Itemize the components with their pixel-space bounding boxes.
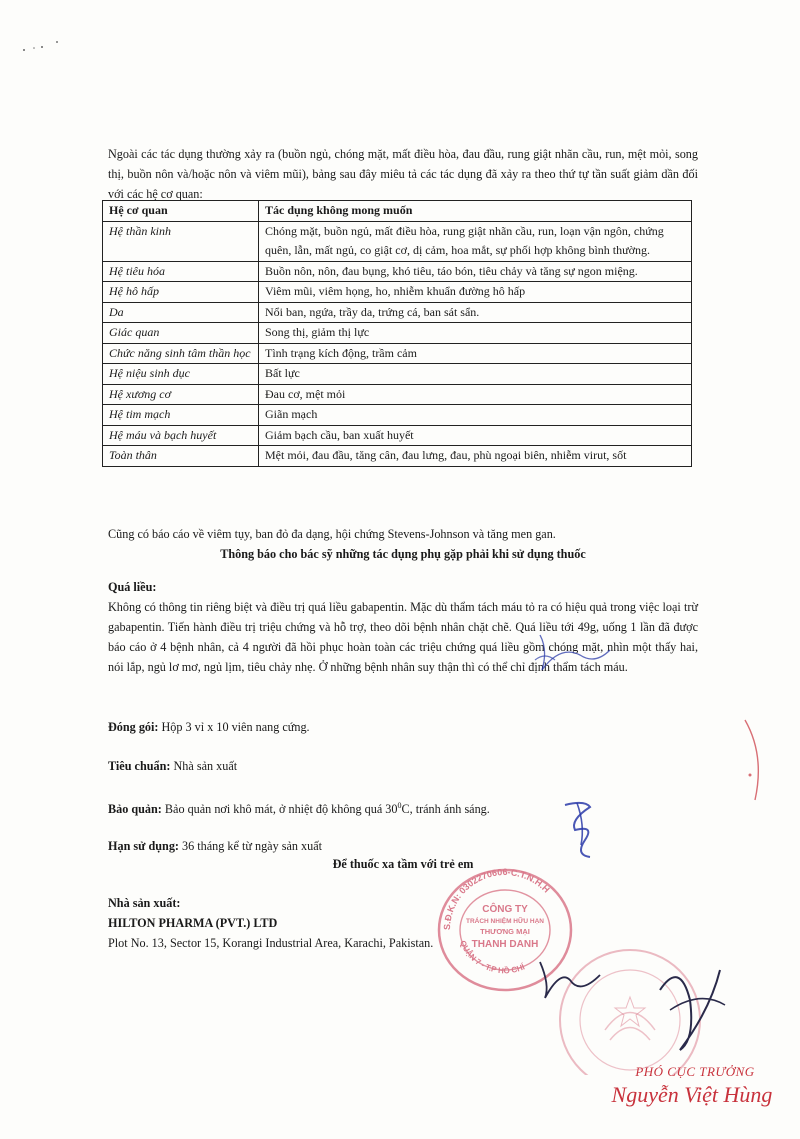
table-row — [103, 282, 692, 303]
system-cell: Chức năng sinh tâm thần học — [103, 343, 259, 364]
effects-cell: Viêm mũi, viêm họng, ho, nhiễm khuẩn đường hô hấp — [259, 282, 692, 303]
standard-line — [108, 756, 708, 776]
table-row — [103, 323, 692, 344]
effects-cell: Song thị, giảm thị lực — [259, 323, 692, 344]
expiry-line — [108, 836, 708, 856]
system-cell: Hệ tiêu hóa — [103, 261, 259, 282]
table-row — [103, 384, 692, 405]
effects-cell: Bất lực — [259, 364, 692, 385]
signatory-name: Nguyễn Việt Hùng — [611, 1082, 773, 1107]
stamp-line-1: CÔNG TY — [482, 904, 528, 915]
expiry-value: 36 tháng kể từ ngày sản xuất — [179, 839, 323, 853]
manufacturer-label: Nhà sản xuất: — [108, 896, 181, 910]
table-row — [103, 221, 692, 261]
system-cell: Da — [103, 302, 259, 323]
expiry-label: Hạn sử dụng: — [108, 839, 179, 853]
packaging-line — [108, 717, 708, 737]
company-stamp — [430, 860, 580, 995]
signatory-title: PHÓ CỤC TRƯỞNG — [635, 1064, 755, 1079]
manufacturer-address: Plot No. 13, Sector 15, Korangi Industrial Area, Karachi, Pakistan. — [108, 936, 434, 950]
overdose-section — [108, 577, 698, 677]
column-header-effects: Tác dụng không mong muốn — [259, 201, 692, 222]
overdose-body: Không có thông tin riêng biệt và điều trị quá liều gabapentin. Mặc dù thẩm tách máu tỏ ra có hiệu quả trong việc loại trừ gabapentin. Tiến hành điều trị triệu chứng và hỗ trợ, theo dõi bệnh nhân chặt chẽ. Quá liều tới 49g, uống 1 lần đã được báo cáo ở 4 bệnh nhân, cả 4 người đã hồi phục hoàn toàn các triệu chứng quá liều gồm chóng mặt, nhìn một thấy hai, nói lắp, ngủ lơ mơ, ngủ lịm, tiêu chảy nhẹ. Ở những bệnh nhân suy thận thì có thể chỉ định thẩm tách máu. — [108, 600, 698, 674]
table-row — [103, 405, 692, 426]
stamp-line-4: THANH DANH — [471, 939, 539, 950]
overdose-heading: Quá liều: — [108, 580, 157, 594]
scan-specks — [20, 38, 70, 58]
effects-cell: Nổi ban, ngứa, trầy da, trứng cá, ban sát sẩn. — [259, 302, 692, 323]
table-row — [103, 364, 692, 385]
column-header-system: Hệ cơ quan — [103, 201, 259, 222]
after-table-section — [108, 524, 698, 564]
standard-label: Tiêu chuẩn: — [108, 759, 171, 773]
table-row — [103, 446, 692, 467]
system-cell: Hệ niệu sinh dục — [103, 364, 259, 385]
stamp-line-2: TRÁCH NHIỆM HỮU HẠN — [466, 918, 544, 925]
effects-cell: Đau cơ, mệt mỏi — [259, 384, 692, 405]
intro-paragraph: Ngoài các tác dụng thường xảy ra (buồn ngủ, chóng mặt, mất điều hòa, đau đầu, rung giật nhãn cầu, run, mệt mỏi, song thị, buồn nôn và/hoặc nôn và viêm mũi), bảng sau đây miêu tả các tác dụng đã xảy ra theo thứ tự tần suất giảm dần đối với các hệ cơ quan: — [108, 147, 698, 201]
additional-reports-note: Cũng có báo cáo về viêm tụy, ban đỏ đa dạng, hội chứng Stevens-Johnson và tăng men gan. — [108, 527, 556, 541]
child-warning: Để thuốc xa tầm với trẻ em — [332, 857, 474, 871]
table-row — [103, 425, 692, 446]
storage-line — [108, 796, 708, 819]
effects-cell: Chóng mặt, buồn ngủ, mất điều hòa, rung giật nhãn cầu, run, loạn vận ngôn, chứng quên, lẫn, mất ngủ, co giật cơ, dị cảm, hoa mắt, sự phối hợp không bình thường. — [259, 221, 692, 261]
intro-section — [108, 144, 698, 204]
manufacturer-section — [108, 893, 698, 953]
degree-superscript: 0 — [397, 801, 402, 810]
standard-value: Nhà sản xuất — [170, 759, 238, 773]
red-margin-mark — [735, 715, 775, 805]
packaging-value: Hộp 3 vỉ x 10 viên nang cứng. — [158, 720, 310, 734]
packaging-label: Đóng gói: — [108, 720, 159, 734]
effects-cell: Giảm bạch cầu, ban xuất huyết — [259, 425, 692, 446]
effects-cell: Buồn nôn, nôn, đau bụng, khó tiêu, táo bón, tiêu chảy và tăng sự ngon miệng. — [259, 261, 692, 282]
table-row — [103, 261, 692, 282]
doctor-notice: Thông báo cho bác sỹ những tác dụng phụ gặp phải khi sử dụng thuốc — [220, 547, 586, 561]
storage-value: Bảo quản nơi khô mát, ở nhiệt độ không quá 30 — [161, 802, 398, 817]
table-row — [103, 343, 692, 364]
manufacturer-name: HILTON PHARMA (PVT.) LTD — [108, 916, 278, 930]
system-cell: Giác quan — [103, 323, 259, 344]
system-cell: Hệ máu và bạch huyết — [103, 425, 259, 446]
effects-cell: Mệt mỏi, đau đầu, tăng cân, đau lưng, đau, phù ngoại biên, nhiễm virut, sốt — [259, 446, 692, 467]
storage-label: Bảo quản: — [108, 802, 162, 817]
table-row — [103, 302, 692, 323]
stamp-bottom-text: QUẬN 7 - T.P HỒ CHÍ — [458, 939, 527, 976]
effects-cell: Tình trạng kích động, trầm cảm — [259, 343, 692, 364]
system-cell: Hệ xương cơ — [103, 384, 259, 405]
system-cell: Hệ tim mạch — [103, 405, 259, 426]
stamp-line-3: THƯƠNG MẠI — [480, 927, 530, 936]
table-header-row — [103, 201, 692, 222]
system-cell: Toàn thân — [103, 446, 259, 467]
stamp-ring-text: S.Đ.K.N: 0302270606-C.T.N.H.H — [441, 867, 552, 931]
storage-value-end: C, tránh ánh sáng. — [401, 802, 490, 817]
system-cell: Hệ hô hấp — [103, 282, 259, 303]
effects-cell: Giãn mạch — [259, 405, 692, 426]
system-cell: Hệ thần kinh — [103, 221, 259, 261]
adverse-effects-table — [102, 200, 692, 467]
